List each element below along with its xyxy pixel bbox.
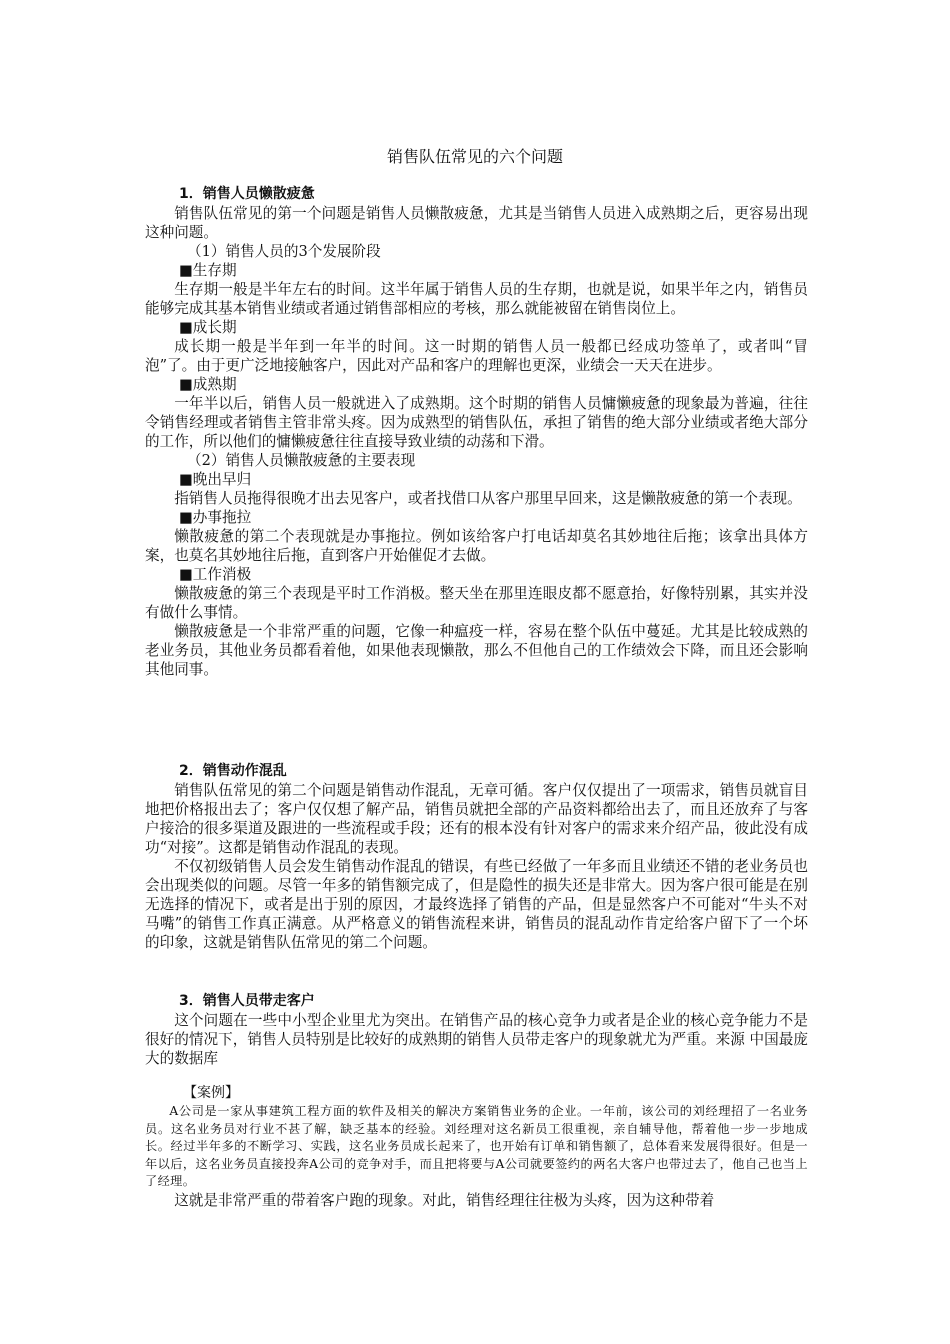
bullet-heading: ■生存期: [179, 262, 237, 279]
subheading: （2）销售人员懒散疲惫的主要表现: [187, 452, 416, 469]
paragraph: 这个问题在一些中小型企业里尤为突出。在销售产品的核心竞争力或者是企业的核心竞争能力不是很好的情况下，销售人员特别是比较好的成熟期的销售人员带走客户的现象就尤为严重。来源 中国最庞大的数据库: [145, 1012, 808, 1067]
paragraph: 一年半以后，销售人员一般就进入了成熟期。这个时期的销售人员慵懒疲惫的现象最为普遍，往往令销售经理或者销售主管非常头疼。因为成熟型的销售队伍，承担了销售的绝大部分业绩或者绝大部分的工作，所以他们的慵懒疲惫往往直接导致业绩的动荡和下滑。: [145, 395, 808, 450]
bullet-heading: ■办事拖拉: [179, 509, 252, 526]
section-1: [145, 185, 808, 679]
paragraph: 成长期一般是半年到一年半的时间。这一时期的销售人员一般都已经成功签单了，或者叫“冒泡”了。由于更广泛地接触客户，因此对产品和客户的理解也更深，业绩会一天天在进步。: [145, 338, 808, 374]
bullet-heading: ■晚出早归: [179, 471, 252, 488]
bullet-heading: ■成熟期: [179, 376, 237, 393]
case-block: [145, 1084, 808, 1210]
case-label: 【案例】: [183, 1085, 239, 1101]
section-3: [145, 992, 808, 1068]
section-heading: 1．销售人员懒散疲惫: [179, 186, 315, 202]
paragraph: 销售队伍常见的第一个问题是销售人员懒散疲惫，尤其是当销售人员进入成熟期之后，更容易出现这种问题。: [145, 205, 808, 241]
section-2: [145, 762, 808, 952]
paragraph: 这就是非常严重的带着客户跑的现象。对此，销售经理往往极为头疼，因为这种带着: [174, 1191, 715, 1209]
paragraph: 销售队伍常见的第二个问题是销售动作混乱，无章可循。客户仅仅提出了一项需求，销售员就盲目地把价格报出去了；客户仅仅想了解产品，销售员就把全部的产品资料都给出去了，而且还放弃了与客户接洽的很多渠道及跟进的一些流程或手段；还有的根本没有针对客户的需求来介绍产品，彼此没有成功“对接”。这都是销售动作混乱的表现。: [145, 782, 808, 856]
case-text: A公司是一家从事建筑工程方面的软件及相关的解决方案销售业务的企业。一年前，该公司的刘经理招了一名业务员。这名业务员对行业不甚了解，缺乏基本的经验。刘经理对这名新员工很重视，亲自辅导他，帮着他一步一步地成长。经过半年多的不断学习、实践，这名业务员成长起来了，也开始有订单和销售额了，总体看来发展得很好。但是一年以后，这名业务员直接投奔A公司的竞争对手，而且把将要与A公司就要签约的两名大客户也带过去了，他自己也当上了经理。: [145, 1104, 808, 1189]
paragraph: 懒散疲惫的第二个表现就是办事拖拉。例如该给客户打电话却莫名其妙地往后拖；该拿出具体方案，也莫名其妙地往后拖，直到客户开始催促才去做。: [145, 528, 808, 564]
paragraph: 懒散疲惫的第三个表现是平时工作消极。整天坐在那里连眼皮都不愿意抬，好像特别累，其实并没有做什么事情。: [145, 585, 808, 621]
paragraph: 不仅初级销售人员会发生销售动作混乱的错误，有些已经做了一年多而且业绩还不错的老业务员也会出现类似的问题。尽管一年多的销售额完成了，但是隐性的损失还是非常大。因为客户很可能是在别无选择的情况下，或者是出于别的原因，才最终选择了销售的产品，但是显然客户不可能对“牛头不对马嘴”的销售工作真正满意。从严格意义的销售流程来讲，销售员的混乱动作肯定给客户留下了一个坏的印象，这就是销售队伍常见的第二个问题。: [145, 858, 808, 951]
paragraph: 懒散疲惫是一个非常严重的问题，它像一种瘟疫一样，容易在整个队伍中蔓延。尤其是比较成熟的老业务员，其他业务员都看着他，如果他表现懒散，那么不但他自己的工作绩效会下降，而且还会影响其他同事。: [145, 623, 808, 678]
document-title: 销售队伍常见的六个问题: [386, 147, 563, 166]
subheading: （1）销售人员的3个发展阶段: [187, 243, 381, 260]
paragraph: 指销售人员拖得很晚才出去见客户，或者找借口从客户那里早回来，这是懒散疲惫的第一个表现。: [174, 490, 802, 507]
bullet-heading: ■成长期: [179, 319, 237, 336]
bullet-heading: ■工作消极: [179, 566, 252, 583]
section-heading: 2．销售动作混乱: [179, 763, 287, 779]
section-heading: 3．销售人员带走客户: [179, 993, 315, 1009]
paragraph: 生存期一般是半年左右的时间。这半年属于销售人员的生存期，也就是说，如果半年之内，销售员能够完成其基本销售业绩或者通过销售部相应的考核，那么就能被留在销售岗位上。: [145, 281, 808, 317]
